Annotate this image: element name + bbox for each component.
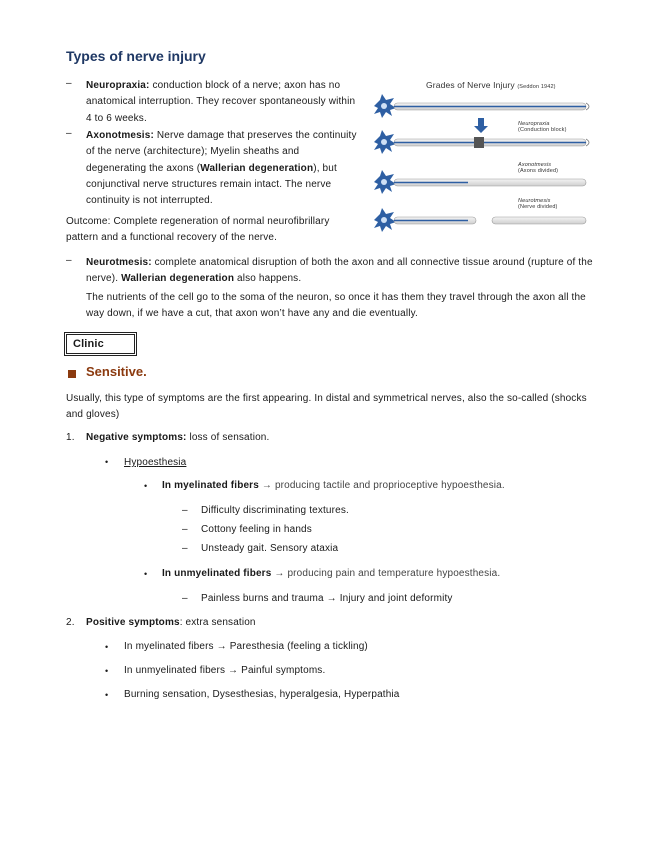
dash-bullet: – <box>182 543 188 554</box>
axonotmesis-text-end: ), but conjunctival nerve structures remain intact. The nerve continuity is not interrupted. <box>86 162 337 207</box>
axonotmesis-term: Axonotmesis: <box>86 130 154 141</box>
list-item: In myelinated fibers → Paresthesia (feeling a tickling) <box>124 641 368 652</box>
page-title: Types of nerve injury <box>66 48 206 64</box>
neurotmesis-term: Neurotmesis: <box>86 257 152 268</box>
list-item: Cottony feeling in hands <box>201 524 312 535</box>
label-axonotmesis-name: Axonotmesis <box>518 162 552 168</box>
dash-bullet: – <box>66 128 72 139</box>
myelinated-term: In myelinated fibers <box>162 480 259 491</box>
outcome-text: Outcome: Complete regeneration of normal neurofibrillary pattern and a functional recovery of the nerve. <box>66 216 330 244</box>
unmyelinated-term: In unmyelinated fibers <box>162 568 272 579</box>
list-number: 1. <box>66 432 75 443</box>
section-heading: Sensitive. <box>86 364 147 379</box>
dash-bullet: – <box>66 255 72 266</box>
label-neurotmesis <box>518 198 558 210</box>
bullet-icon: • <box>105 690 109 700</box>
hypoesthesia-label: Hypoesthesia <box>124 457 187 468</box>
negative-symptoms-text: loss of sensation. <box>189 432 270 443</box>
clinic-label: Clinic <box>73 338 104 350</box>
negative-symptoms-item <box>86 432 269 443</box>
list-item: Painless burns and trauma → Injury and joint deformity <box>201 593 453 604</box>
nerve-diagram <box>368 74 596 252</box>
myelinated-text: → producing tactile and proprioceptive hypoesthesia. <box>261 480 505 491</box>
dash-bullet: – <box>66 78 72 89</box>
axonotmesis-text: Nerve damage that preserves the continuity of the nerve (architecture); Myelin sheaths and degenerating the axons ( <box>86 130 357 174</box>
axonotmesis-item <box>86 128 358 209</box>
dash-bullet: – <box>182 524 188 535</box>
list-item: In unmyelinated fibers → Painful symptoms. <box>124 665 326 676</box>
label-neurotmesis-sub: (Nerve divided) <box>518 204 558 210</box>
neuropraxia-text: conduction block of a nerve; axon has no anatomical interruption. They recover spontaneously within 4 to 6 weeks. <box>86 80 356 124</box>
list-item: Unsteady gait. Sensory ataxia <box>201 543 339 554</box>
dash-bullet: – <box>182 505 188 516</box>
nutrients-paragraph: The nutrients of the cell go to the soma of the neuron, so once it has them they travel through the axon all the way down, if we have a cut, that axon won’t have any and die eventually. <box>86 292 586 320</box>
bullet-icon: • <box>144 481 148 491</box>
neurotmesis-nerve <box>374 208 586 232</box>
clinic-outer-border <box>64 332 137 356</box>
positive-symptoms-term: Positive symptoms <box>86 617 180 628</box>
neuropraxia-nerve <box>374 130 589 154</box>
negative-symptoms-term: Negative symptoms: <box>86 432 187 443</box>
neuropraxia-item <box>86 78 358 127</box>
myelinated-item <box>162 480 505 491</box>
section-intro: Usually, this type of symptoms are the first appearing. In distal and symmetrical nerves, also the so-called (shocks and gloves) <box>66 393 587 421</box>
neurotmesis-bold: Wallerian degeneration <box>121 273 235 285</box>
label-axonotmesis <box>518 162 558 174</box>
bullet-icon: • <box>105 666 109 676</box>
unmyelinated-item <box>162 568 500 579</box>
positive-symptoms-item <box>86 617 256 628</box>
list-item: Burning sensation, Dysesthesias, hyperalgesia, Hyperpathia <box>124 689 400 700</box>
label-neuropraxia <box>518 121 567 133</box>
neurotmesis-text-end: also happens. <box>237 273 302 285</box>
positive-symptoms-text: : extra sensation <box>179 617 256 628</box>
neurotmesis-item <box>86 255 596 288</box>
square-bullet-icon <box>68 370 76 378</box>
label-neuropraxia-sub: (Conduction block) <box>518 127 567 133</box>
figure-citation: (Seddon 1942) <box>517 84 556 90</box>
neurotmesis-text: complete anatomical disruption of both the axon and all connective tissue around (rupture of the nerve). <box>86 257 593 285</box>
label-neurotmesis-name: Neurotmesis <box>518 198 551 204</box>
down-arrow-icon <box>474 118 488 133</box>
unmyelinated-text: → producing pain and temperature hypoesthesia. <box>274 568 501 579</box>
list-item: Difficulty discriminating textures. <box>201 505 349 516</box>
bullet-icon: • <box>105 642 109 652</box>
figure-title-text: Grades of Nerve Injury <box>426 80 515 90</box>
label-axonotmesis-sub: (Axons divided) <box>518 168 559 174</box>
bullet-icon: • <box>144 569 148 579</box>
nerve-injury-figure <box>368 74 596 252</box>
neuropraxia-term: Neuropraxia: <box>86 80 150 91</box>
normal-nerve <box>374 94 589 118</box>
dash-bullet: – <box>182 593 188 604</box>
axonotmesis-bold: Wallerian degeneration <box>200 162 314 174</box>
bullet-icon: • <box>105 457 109 467</box>
label-neuropraxia-name: Neuropraxia <box>518 121 550 127</box>
list-number: 2. <box>66 617 75 628</box>
